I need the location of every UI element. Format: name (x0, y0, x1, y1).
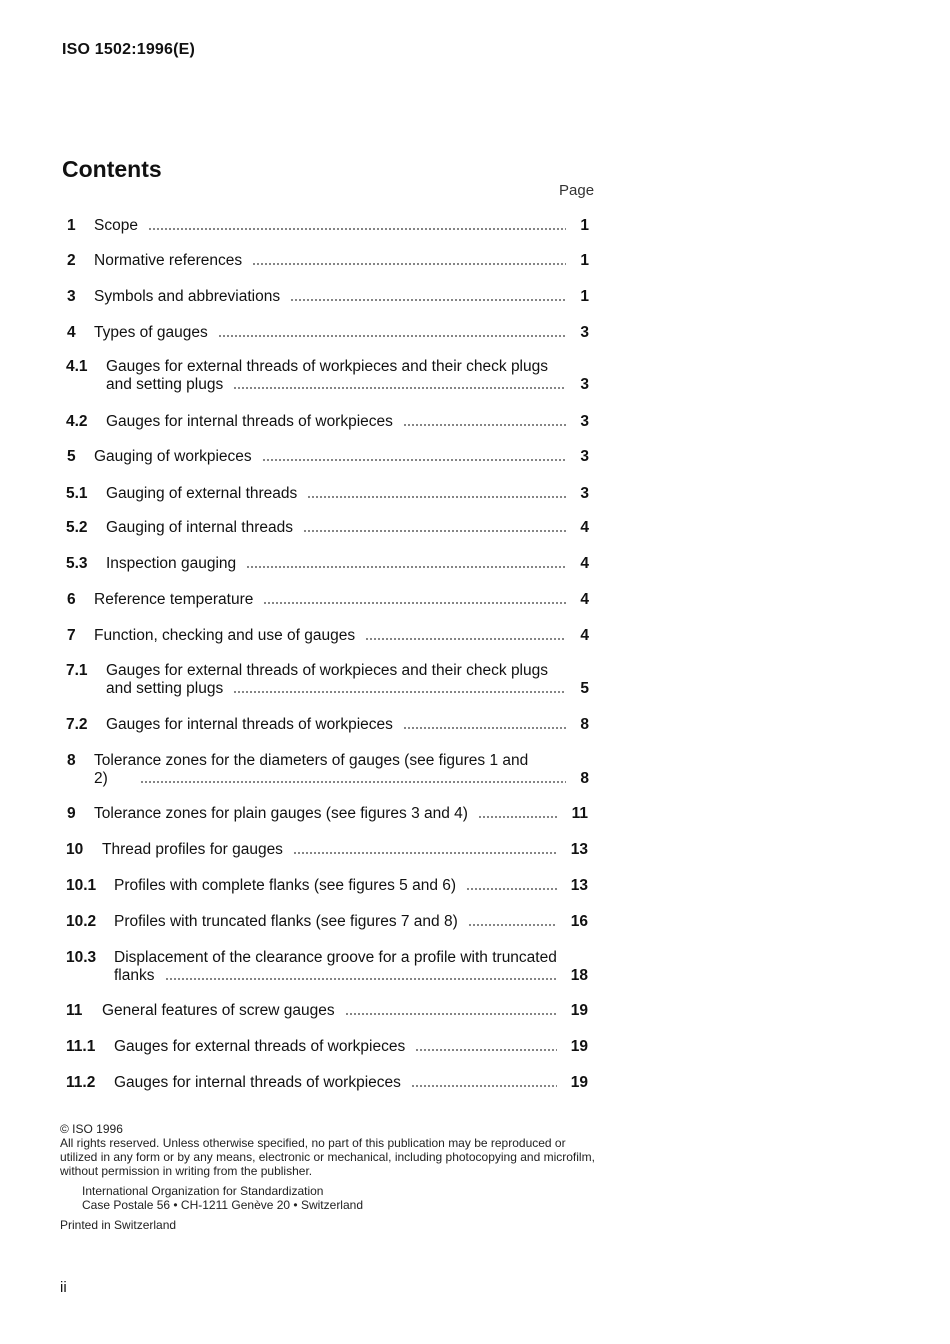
toc-entry-title: Gauges for external threads of workpieces (114, 1038, 406, 1055)
toc-leader-dots (263, 601, 566, 605)
toc-entry-title: Gauges for internal threads of workpieces (114, 1074, 401, 1091)
toc-entry-number: 5.1 (66, 485, 88, 502)
toc-leader-dots (415, 1048, 557, 1052)
toc-entry-number: 10 (66, 841, 84, 858)
toc-page-number: 3 (580, 448, 589, 465)
toc-leader-dots (233, 386, 566, 390)
toc-leader-dots (403, 726, 566, 730)
toc-entry-title: Gauges for internal threads of workpieces (106, 413, 393, 430)
toc-entry-title: Normative references (94, 252, 243, 269)
toc-entry-number: 5 (67, 448, 76, 465)
copyright-block (60, 1122, 600, 1232)
toc-entry-number: 4 (67, 324, 76, 341)
toc-entry-title: General features of screw gauges (102, 1002, 335, 1019)
toc-entry-title: Types of gauges (94, 324, 208, 341)
toc-page-number: 3 (580, 413, 589, 430)
toc-entry-title: Gauges for external threads of workpieces and their check plugs (106, 662, 548, 679)
toc-entry-title: Gauges for external threads of workpieces and their check plugs (106, 358, 548, 375)
toc-page-number: 11 (571, 805, 588, 822)
toc-entry-number: 11 (66, 1002, 83, 1019)
toc-entry-title: Gauging of external threads (106, 485, 298, 502)
organization-address: Case Postale 56 • CH-1211 Genève 20 • Switzerland (82, 1198, 363, 1212)
toc-entry-title: Tolerance zones for the diameters of gauges (see figures 1 and (94, 752, 529, 769)
toc-entry-number: 7 (67, 627, 76, 644)
toc-entry-number: 11.1 (66, 1038, 96, 1055)
toc-entry-title: Displacement of the clearance groove for a profile with truncated (114, 949, 557, 966)
toc-page-number: 8 (580, 716, 589, 733)
toc-page-number: 4 (580, 627, 589, 644)
toc-entry-number: 2 (67, 252, 76, 269)
toc-page-number: 19 (570, 1002, 588, 1019)
page-column-label: Page (559, 182, 595, 199)
toc-page-number: 3 (580, 324, 589, 341)
toc-page-number: 3 (580, 376, 589, 393)
organization-name: International Organization for Standardization (82, 1184, 324, 1198)
toc-leader-dots (246, 565, 566, 569)
copyright-line: © ISO 1996 (60, 1122, 123, 1136)
toc-entry-number: 8 (67, 752, 76, 769)
toc-entry-number: 11.2 (66, 1074, 96, 1091)
toc-entry-number: 1 (67, 217, 76, 234)
toc-page-number: 1 (580, 252, 589, 269)
toc-entry-number: 3 (67, 288, 76, 305)
toc-page-number: 3 (580, 485, 589, 502)
page-number: ii (60, 1279, 67, 1296)
toc-leader-dots (140, 780, 566, 784)
toc-entry-title: Reference temperature (94, 591, 254, 608)
toc-page-number: 4 (580, 591, 589, 608)
toc-entry-title: and setting plugs (106, 680, 224, 697)
toc-leader-dots (218, 334, 566, 338)
toc-page-number: 13 (570, 877, 588, 894)
toc-entry-number: 9 (67, 805, 76, 822)
toc-entry-title: Symbols and abbreviations (94, 288, 281, 305)
toc-entry-title: Inspection gauging (106, 555, 237, 572)
toc-entry-number: 6 (67, 591, 76, 608)
toc-page-number: 19 (570, 1038, 588, 1055)
toc-leader-dots (290, 298, 566, 302)
contents-title: Contents (62, 156, 162, 182)
toc-page-number: 1 (580, 288, 589, 305)
toc-entry-number: 10.2 (66, 913, 97, 930)
toc-entry-title: Thread profiles for gauges (102, 841, 283, 858)
toc-entry-number: 4.1 (66, 358, 88, 375)
toc-leader-dots (303, 529, 566, 533)
toc-page-number: 4 (580, 555, 589, 572)
printed-in: Printed in Switzerland (60, 1218, 177, 1232)
toc-leader-dots (468, 923, 557, 927)
document-id: ISO 1502:1996(E) (62, 41, 196, 58)
toc-leader-dots (411, 1084, 557, 1088)
toc-entry-title: Gauging of internal threads (106, 519, 293, 536)
toc-leader-dots (466, 887, 557, 891)
toc-entry-title: and setting plugs (106, 376, 224, 393)
toc-leader-dots (365, 637, 566, 641)
toc-leader-dots (307, 495, 566, 499)
toc-page-number: 13 (570, 841, 588, 858)
toc-entry-number: 7.2 (66, 716, 88, 733)
toc-leader-dots (478, 815, 557, 819)
toc-page-number: 4 (580, 519, 589, 536)
toc-leader-dots (252, 262, 566, 266)
toc-page-number: 16 (570, 913, 588, 930)
toc-page-number: 19 (570, 1074, 588, 1091)
toc-entry-number: 4.2 (66, 413, 88, 430)
toc-leader-dots (262, 458, 566, 462)
toc-entry-title: Scope (94, 217, 138, 234)
rights-statement: All rights reserved. Unless otherwise specified, no part of this publication may be reproduced or utilized in any form or by any means, electronic or mechanical, including photocopying and microfilm, without permission in writing from the publisher. (60, 1136, 595, 1178)
toc-leader-dots (165, 977, 558, 981)
toc-entry-title: Function, checking and use of gauges (94, 627, 356, 644)
toc-page-number: 18 (570, 967, 588, 984)
toc-leader-dots (345, 1012, 557, 1016)
toc-entry-title: Profiles with truncated flanks (see figures 7 and 8) (114, 913, 458, 930)
toc-entry-number: 7.1 (66, 662, 88, 679)
toc-page-number: 5 (580, 680, 589, 697)
toc-entry-title: Gauges for internal threads of workpieces (106, 716, 393, 733)
toc-entry-title: Profiles with complete flanks (see figures 5 and 6) (114, 877, 457, 894)
toc-entry-title: flanks (114, 967, 155, 984)
toc-entry-title: 2) (94, 770, 108, 787)
toc-entry-title: Tolerance zones for plain gauges (see figures 3 and 4) (94, 805, 468, 822)
toc-entry-number: 5.2 (66, 519, 88, 536)
toc-page-number: 8 (580, 770, 589, 787)
toc-page-number: 1 (580, 217, 589, 234)
toc-leader-dots (233, 690, 566, 694)
toc-leader-dots (293, 851, 557, 855)
toc-entry-number: 10.1 (66, 877, 97, 894)
toc-entry-number: 5.3 (66, 555, 88, 572)
toc-entry-number: 10.3 (66, 949, 97, 966)
toc-leader-dots (148, 227, 566, 231)
toc-leader-dots (403, 423, 566, 427)
toc-entry-title: Gauging of workpieces (94, 448, 252, 465)
